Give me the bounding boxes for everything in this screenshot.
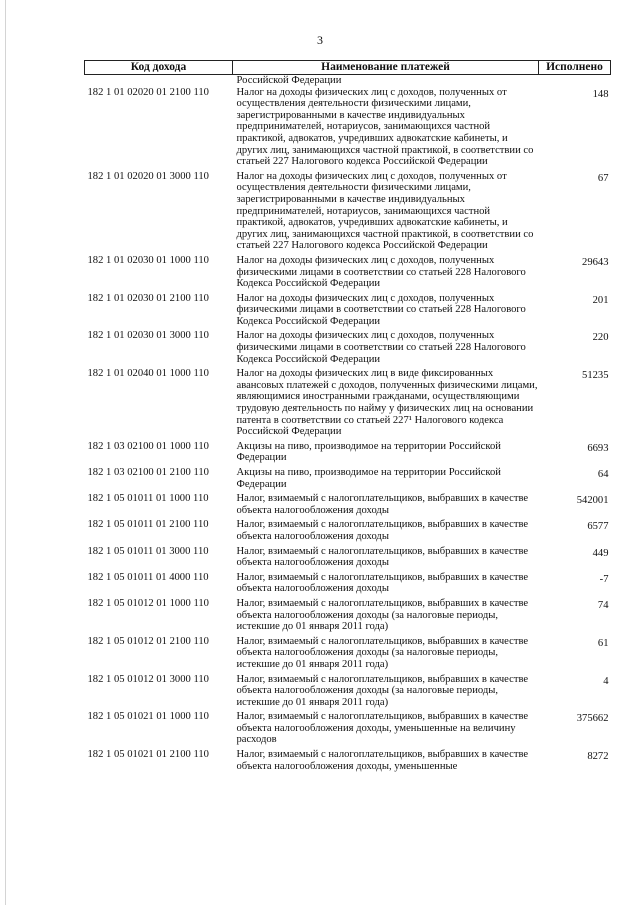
table-row [85,87,611,171]
income-code: 182 1 01 02030 01 3000 110 [87,330,209,342]
table-row [85,368,611,441]
table-row [85,255,611,293]
income-code: 182 1 05 01011 01 4000 110 [87,571,209,583]
payment-name: Налог, взимаемый с налогоплательщиков, выбравших в качестве объекта налогообложения доходы (за налоговые периоды, истекшие до 01 января 2011 года) [236,635,529,670]
header-name: Наименование платежей [233,61,539,75]
executed-amount: 6577 [587,521,609,533]
revenue-table [84,60,611,775]
table-row [85,493,611,519]
executed-amount: 67 [597,172,609,184]
table-row [85,749,611,775]
income-code: 182 1 05 01011 01 3000 110 [87,545,209,557]
payment-name: Налог на доходы физических лиц с доходов, полученных от осуществления деятельности физическими лицами, зарегистрированными в качестве индивидуальных предпринимателей, нотариусов, занимающихся частной практикой, адвокатов, учредивших адвокатские кабинеты, и других лиц, занимающихся частной практикой, в соответствии со статьей 227 Налогового кодекса Российской Федерации [236,170,534,252]
table-row [85,519,611,545]
executed-amount: 61 [597,637,609,649]
executed-amount: 8272 [587,751,609,763]
income-code: 182 1 01 02030 01 1000 110 [87,254,209,266]
income-code: 182 1 01 02030 01 2100 110 [87,292,209,304]
executed-amount: 542001 [576,495,609,507]
header-executed: Исполнено [539,61,611,75]
continuation-text: Российской Федерации [236,75,342,86]
income-code: 182 1 01 02020 01 2100 110 [87,86,209,98]
executed-amount: 51235 [582,370,609,382]
table-row [85,546,611,572]
income-code: 182 1 01 02020 01 3000 110 [87,170,209,182]
payment-name: Налог, взимаемый с налогоплательщиков, выбравших в качестве объекта налогообложения доходы [236,571,529,595]
table-row [85,598,611,636]
payment-name: Налог на доходы физических лиц с доходов, полученных от осуществления деятельности физическими лицами, зарегистрированными в качестве индивидуальных предпринимателей, нотариусов, занимающихся частной практикой, адвокатов, учредивших адвокатские кабинеты, и других лиц, занимающихся частной практикой, в соответствии со статьей 227 Налогового кодекса Российской Федерации [236,86,534,168]
executed-amount: 29643 [582,256,609,268]
payment-name: Акцизы на пиво, производимое на территории Российской Федерации [236,467,501,490]
income-code: 182 1 03 02100 01 1000 110 [87,440,209,452]
table-header-row [85,61,611,75]
executed-amount: 449 [592,547,609,559]
income-code: 182 1 05 01012 01 2100 110 [87,635,209,647]
income-code: 182 1 05 01011 01 1000 110 [87,493,209,505]
table-row [85,330,611,368]
executed-amount: 64 [597,469,609,480]
income-code: 182 1 05 01021 01 1000 110 [87,711,209,723]
payment-name: Налог, взимаемый с налогоплательщиков, выбравших в качестве объекта налогообложения доходы [236,493,529,516]
payment-name: Акцизы на пиво, производимое на территории Российской Федерации [236,440,501,464]
income-code: 182 1 05 01021 01 2100 110 [87,749,209,761]
table-row [85,293,611,331]
payment-name: Налог на доходы физических лиц с доходов, полученных физическими лицами в соответствии со статьей 228 Налогового Кодекса Российской Федерации [236,254,526,290]
income-code: 182 1 05 01011 01 2100 110 [87,519,209,531]
table-row [85,636,611,674]
header-code: Код дохода [85,61,233,75]
table-row [85,171,611,255]
executed-amount: 220 [592,332,609,344]
table-row [85,674,611,712]
payment-name: Налог, взимаемый с налогоплательщиков, выбравших в качестве объекта налогообложения доходы (за налоговые периоды, истекшие до 01 января 2011 года) [236,673,529,708]
executed-amount: -7 [599,573,609,585]
income-code: 182 1 05 01012 01 3000 110 [87,673,209,685]
executed-amount: 201 [592,294,609,306]
scan-edge-line [5,0,6,905]
table-row [85,441,611,467]
table-row [85,711,611,749]
payment-name: Налог на доходы физических лиц с доходов, полученных физическими лицами в соответствии со статьей 228 Налогового Кодекса Российской Федерации [236,330,526,365]
page-number: 3 [317,33,323,47]
payment-name: Налог, взимаемый с налогоплательщиков, выбравших в качестве объекта налогообложения доходы [236,519,529,542]
executed-amount: 74 [597,599,609,611]
payment-name: Налог, взимаемый с налогоплательщиков, выбравших в качестве объекта налогообложения доходы (за налоговые периоды, истекшие до 01 января 2011 года) [236,597,529,633]
table-row [85,572,611,598]
payment-name: Налог, взимаемый с налогоплательщиков, выбравших в качестве объекта налогообложения доходы, уменьшенные на величину расходов [236,711,529,746]
payment-name: Налог, взимаемый с налогоплательщиков, выбравших в качестве объекта налогообложения доходы [236,545,529,569]
payment-name: Налог, взимаемый с налогоплательщиков, выбравших в качестве объекта налогообложения доходы, уменьшенные [236,749,529,772]
income-code: 182 1 01 02040 01 1000 110 [87,368,209,380]
executed-amount: 4 [603,675,609,687]
executed-amount: 148 [592,88,609,100]
income-code: 182 1 03 02100 01 2100 110 [87,467,209,478]
executed-amount: 6693 [587,442,609,454]
table-row [85,467,611,493]
payment-name: Налог на доходы физических лиц с доходов, полученных физическими лицами в соответствии со статьей 228 Налогового Кодекса Российской Федерации [236,292,526,327]
executed-amount: 375662 [576,713,609,725]
payment-name: Налог на доходы физических лиц в виде фиксированных авансовых платежей с доходов, полученных физическими лицами, являющимися иностранными гражданами, осуществляющими трудовую деятельность по найму у физических лиц на основании патента в соответствии со статьей 227¹ Налогового кодекса Российской Федерации [236,368,538,438]
income-code: 182 1 05 01012 01 1000 110 [87,597,209,609]
continuation-row [85,75,611,87]
